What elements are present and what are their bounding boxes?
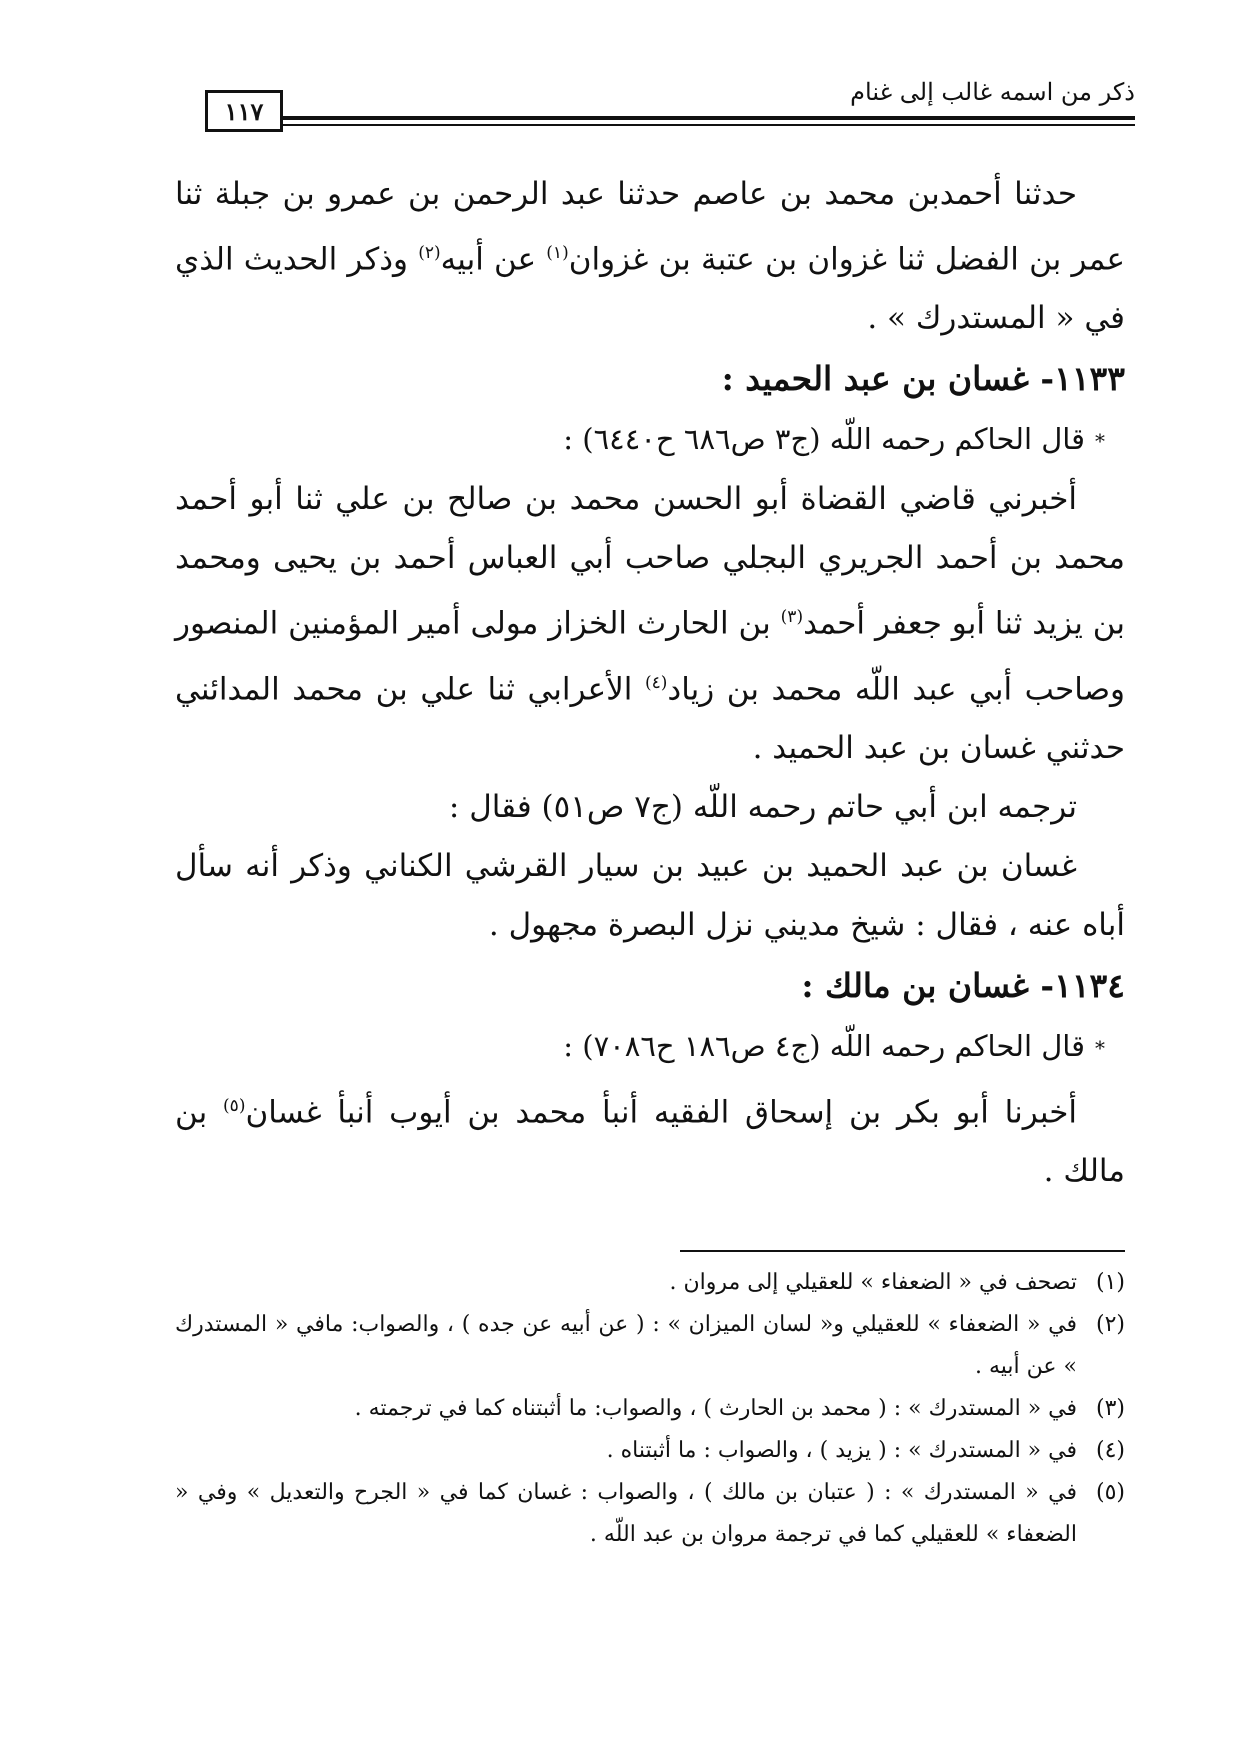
page-header — [205, 78, 1135, 138]
asterisk-icon: * — [1095, 1035, 1105, 1060]
asterisk-icon: * — [1095, 429, 1105, 454]
paragraph-text: وذكر الحديث الذي في « المستدرك » . — [175, 241, 1125, 337]
footnote-item — [175, 1262, 1125, 1304]
footnote-ref[interactable]: (٥) — [223, 1095, 246, 1116]
header-rule — [283, 116, 1135, 120]
footnote-number: (١) — [1095, 1270, 1125, 1295]
paragraph-text: عن أبيه — [440, 241, 547, 278]
paragraph — [175, 165, 1125, 348]
footnotes — [175, 1262, 1125, 1556]
footnote-text: في « المستدرك » : ( يزيد ) ، والصواب : ما أثبتناه . — [606, 1438, 1077, 1463]
paragraph-text: حدثنا أحمدبن محمد بن عاصم حدثنا عبد الرحمن بن عمرو بن جبلة ثنا عمر بن الفضل ثنا غزوان بن عتبة بن غزوان — [175, 176, 1126, 278]
footnote-ref[interactable]: (٣) — [780, 607, 804, 628]
footnote-item — [175, 1388, 1125, 1430]
paragraph-text: أخبرني قاضي القضاة أبو الحسن محمد بن صالح بن علي ثنا أبو أحمد محمد بن أحمد الجريري البجلي صاحب أبي العباس أحمد بن يحيى ومحمد بن يزيد ثنا أبو جعفر أحمد — [175, 481, 1125, 642]
paragraph — [175, 470, 1125, 778]
main-text — [175, 165, 1125, 1201]
paragraph: غسان بن عبد الحميد بن عبيد بن سيار القرشي الكناني وذكر أنه سأل أباه عنه ، فقال : شيخ مديني نزل البصرة مجهول . — [175, 847, 1125, 943]
source-line — [175, 1017, 1125, 1077]
paragraph-text: أخبرنا أبو بكر بن إسحاق الفقيه أنبأ محمد بن أيوب أنبأ غسان — [245, 1094, 1077, 1131]
running-title: ذكر من اسمه غالب إلى غنام — [850, 78, 1135, 106]
source-text: قال الحاكم رحمه اللّه (ج٤ ص١٨٦ ح٧٠٨٦) : — [563, 1028, 1085, 1063]
paragraph-text: بن مالك . — [175, 1094, 1125, 1190]
footnote-ref[interactable]: (٢) — [418, 243, 441, 263]
source-line — [175, 410, 1125, 470]
entry-heading: ١١٣٤- غسان بن مالك : — [801, 965, 1125, 1005]
footnote-item — [175, 1304, 1125, 1388]
footnote-separator — [680, 1250, 1125, 1252]
paragraph — [175, 1077, 1125, 1201]
source-text: قال الحاكم رحمه اللّه (ج٣ ص٦٨٦ ح٦٤٤٠) : — [563, 422, 1085, 457]
footnote-number: (٢) — [1095, 1312, 1125, 1337]
paragraph-text: بن الحارث الخزاز مولى أمير المؤمنين المنصور وصاحب أبي عبد اللّه محمد بن زياد — [175, 605, 1125, 707]
footnote-number: (٤) — [1095, 1438, 1125, 1463]
footnote-ref[interactable]: (١) — [546, 243, 569, 263]
paragraph-text: الأعرابي ثنا علي بن محمد المدائني حدثني غسان بن عبد الحميد . — [175, 670, 1125, 766]
footnote-number: (٣) — [1095, 1396, 1125, 1421]
paragraph: ترجمه ابن أبي حاتم رحمه اللّه (ج٧ ص٥١) فقال : — [448, 788, 1077, 825]
footnote-text: في « المستدرك » : ( محمد بن الحارث ) ، والصواب: ما أثبتناه كما في ترجمته . — [354, 1396, 1077, 1421]
header-rule-thin — [283, 124, 1135, 126]
footnote-item — [175, 1430, 1125, 1472]
footnote-ref[interactable]: (٤) — [644, 672, 668, 693]
footnote-text: في « المستدرك » : ( عتبان بن مالك ) ، والصواب : غسان كما في « الجرح والتعديل » وفي « الضعفاء » للعقيلي كما في ترجمة مروان بن عبد اللّه . — [175, 1480, 1077, 1547]
footnote-text: تصحف في « الضعفاء » للعقيلي إلى مروان . — [669, 1270, 1077, 1295]
entry-heading: ١١٣٣- غسان بن عبد الحميد : — [721, 359, 1125, 399]
footnote-number: (٥) — [1095, 1480, 1125, 1505]
page-number: ١١٧ — [205, 90, 283, 132]
footnote-text: في « الضعفاء » للعقيلي و« لسان الميزان » : ( عن أبيه عن جده ) ، والصواب: مافي « المستدرك » عن أبيه . — [175, 1312, 1077, 1379]
footnote-item — [175, 1472, 1125, 1556]
